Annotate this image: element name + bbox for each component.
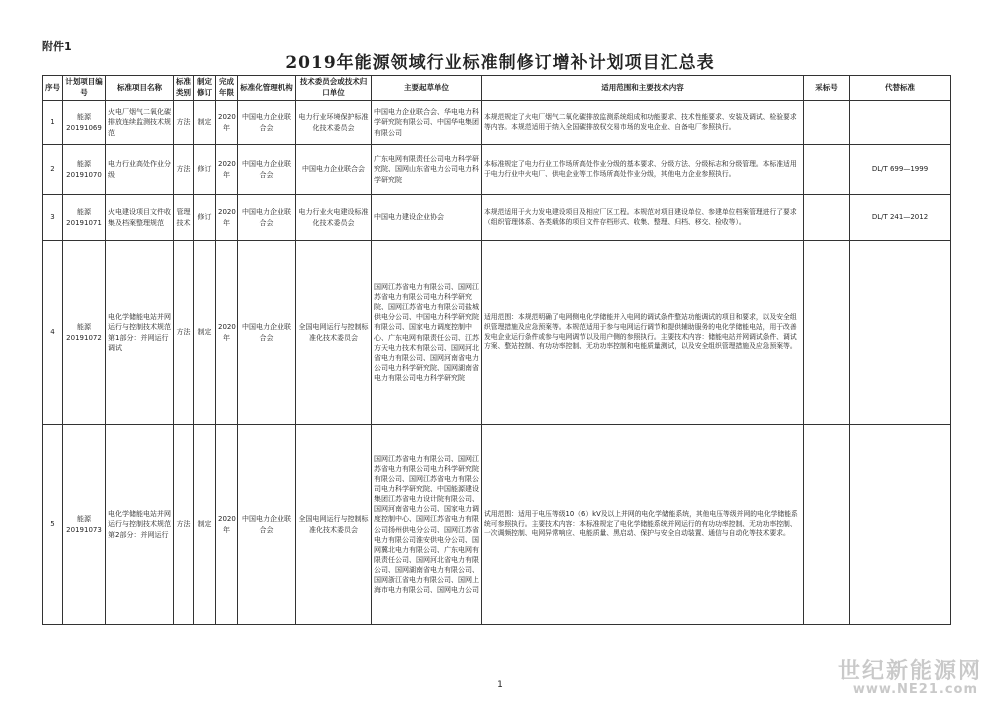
- watermark-url: www.NE21.com: [852, 682, 978, 697]
- cell-plan-no: 能源20191069: [63, 101, 106, 145]
- cell-revise: 修订: [194, 195, 216, 241]
- cell-year: 2020年: [216, 101, 238, 145]
- cell-replace: [850, 425, 951, 625]
- cell-scope: 适用范围：本规范明确了电网侧电化学储能并入电网的调试条件整站功能调试的项目和要求，以及安全组织管理措施及应急预案等。本规范适用于参与电网运行调节和提供辅助服务的电化学储能电站，用于改善发电企业运行条件或参与电网调节以及用户侧的参照执行。主要技术内容：储能电站并网调试条件、调试方案、整站控制、有功功率控制、无功功率控制和电能质量测试，以及安全组织管理措施及应急预案等。: [482, 241, 804, 425]
- cell-seq: 2: [43, 145, 63, 195]
- cell-org: 中国电力企业联合会: [238, 101, 296, 145]
- cell-adopt: [804, 241, 850, 425]
- cell-plan-no: 能源20191072: [63, 241, 106, 425]
- cell-drafter: 广东电网有限责任公司电力科学研究院、国网山东省电力公司电力科学研究院: [372, 145, 482, 195]
- table-row: [43, 195, 951, 241]
- cell-seq: 5: [43, 425, 63, 625]
- cell-org: 中国电力企业联合会: [238, 145, 296, 195]
- cell-name: 火电建设项目文件收集及档案整理规范: [106, 195, 174, 241]
- col-header-seq: 序号: [43, 76, 63, 101]
- cell-name: 电化学储能电站并网运行与控制技术规范 第2部分：并网运行: [106, 425, 174, 625]
- cell-name: 电力行业高处作业分级: [106, 145, 174, 195]
- col-header-adopt: 采标号: [804, 76, 850, 101]
- cell-committee: 全国电网运行与控制标准化技术委员会: [296, 425, 372, 625]
- cell-year: 2020年: [216, 425, 238, 625]
- cell-adopt: [804, 195, 850, 241]
- col-header-drafter: 主要起草单位: [372, 76, 482, 101]
- cell-drafter: 中国电力建设企业协会: [372, 195, 482, 241]
- cell-category: 管理技术: [174, 195, 194, 241]
- table-row: [43, 145, 951, 195]
- cell-category: 方法: [174, 101, 194, 145]
- cell-year: 2020年: [216, 195, 238, 241]
- cell-org: 中国电力企业联合会: [238, 425, 296, 625]
- cell-adopt: [804, 145, 850, 195]
- cell-plan-no: 能源20191070: [63, 145, 106, 195]
- cell-replace: DL/T 241—2012: [850, 195, 951, 241]
- table-row: [43, 241, 951, 425]
- cell-drafter: 国网江苏省电力有限公司、国网江苏省电力有限公司电力科学研究院、国网江苏省电力有限公司盐城供电分公司、中国电力科学研究院有限公司、国家电力调度控制中心、广东电网有限责任公司、江苏方天电力技术有限公司、国网河北省电力有限公司、国网河南省电力公司电力科学研究院、国网湖南省电力有限公司电力科学研究院: [372, 241, 482, 425]
- cell-org: 中国电力企业联合会: [238, 241, 296, 425]
- cell-replace: [850, 101, 951, 145]
- col-header-plan-no: 计划项目编号: [63, 76, 106, 101]
- cell-scope: 本规范规定了火电厂烟气二氧化碳排放监测系统组成和功能要求、技术性能要求、安装及调试、检验要求等内容。本规范适用于纳入全国碳排放权交易市场的发电企业、自备电厂参照执行。: [482, 101, 804, 145]
- cell-name: 火电厂烟气二氧化碳排放连续监测技术规范: [106, 101, 174, 145]
- cell-org: 中国电力企业联合会: [238, 195, 296, 241]
- table-row: [43, 425, 951, 625]
- page-title: 2019年能源领域行业标准制修订增补计划项目汇总表: [285, 53, 715, 73]
- cell-revise: 修订: [194, 145, 216, 195]
- cell-seq: 1: [43, 101, 63, 145]
- watermark-text: 世纪新能源网: [837, 659, 982, 684]
- table-header-row: [43, 76, 951, 101]
- col-header-scope: 适用范围和主要技术内容: [482, 76, 804, 101]
- cell-committee: 电力行业环境保护标准化技术委员会: [296, 101, 372, 145]
- cell-plan-no: 能源20191073: [63, 425, 106, 625]
- col-header-org: 标准化管理机构: [238, 76, 296, 101]
- cell-scope: 试用范围：适用于电压等级10（6）kV及以上并网的电化学储能系统，其他电压等级并网的电化学储能系统可参照执行。主要技术内容：本标准规定了电化学储能系统并网运行的有功功率控制、无功功率控制、一次调频控制、电网异常响应、电能质量、黑启动、保护与安全自动装置、通信与自动化等技术要求。: [482, 425, 804, 625]
- col-header-name: 标准项目名称: [106, 76, 174, 101]
- cell-adopt: [804, 101, 850, 145]
- cell-drafter: 国网江苏省电力有限公司、国网江苏省电力有限公司电力科学研究院有限公司、国网江苏省电力有限公司电力科学研究院、中国能源建设集团江苏省电力设计院有限公司、国网河南省电力公司、国家电力调度控制中心、国网江苏省电力有限公司扬州供电分公司、国网江苏省电力有限公司淮安供电分公司、国网冀北电力有限公司、广东电网有限责任公司、国网河北省电力有限公司、国网湖南省电力有限公司、国网浙江省电力有限公司、国网上海市电力有限公司、国网电力公司: [372, 425, 482, 625]
- cell-committee: 中国电力企业联合会: [296, 145, 372, 195]
- col-header-replace: 代替标准: [850, 76, 951, 101]
- cell-adopt: [804, 425, 850, 625]
- standards-table: [42, 75, 951, 625]
- col-header-category: 标准类别: [174, 76, 194, 101]
- cell-replace: [850, 241, 951, 425]
- table-row: [43, 101, 951, 145]
- col-header-revise: 制定修订: [194, 76, 216, 101]
- cell-category: 方法: [174, 241, 194, 425]
- cell-category: 方法: [174, 145, 194, 195]
- cell-scope: 本规范适用于火力发电建设项目及相应厂区工程。本规范对项目建设单位、参建单位档案管理进行了要求（组织管理体系、各类载体的项目文件存档形式、收集、整理、归档、移交、检收等）。: [482, 195, 804, 241]
- cell-seq: 4: [43, 241, 63, 425]
- cell-year: 2020年: [216, 241, 238, 425]
- cell-committee: 全国电网运行与控制标准化技术委员会: [296, 241, 372, 425]
- cell-replace: DL/T 699—1999: [850, 145, 951, 195]
- cell-year: 2020年: [216, 145, 238, 195]
- attachment-label: 附件1: [42, 40, 72, 53]
- cell-revise: 制定: [194, 425, 216, 625]
- cell-plan-no: 能源20191071: [63, 195, 106, 241]
- cell-drafter: 中国电力企业联合会、华电电力科学研究院有限公司、中国华电集团有限公司: [372, 101, 482, 145]
- cell-committee: 电力行业火电建设标准化技术委员会: [296, 195, 372, 241]
- col-header-committee: 技术委员会或技术归口单位: [296, 76, 372, 101]
- cell-revise: 制定: [194, 241, 216, 425]
- cell-revise: 制定: [194, 101, 216, 145]
- cell-category: 方法: [174, 425, 194, 625]
- cell-scope: 本标准规定了电力行业工作场所高处作业分级的基本要求、分级方法、分级标志和分级管理。本标准适用于电力行业中火电厂、供电企业等工作场所高处作业分级，其他电力企业参照执行。: [482, 145, 804, 195]
- cell-name: 电化学储能电站并网运行与控制技术规范 第1部分：并网运行调试: [106, 241, 174, 425]
- col-header-year: 完成年限: [216, 76, 238, 101]
- cell-seq: 3: [43, 195, 63, 241]
- page-number: 1: [497, 680, 503, 690]
